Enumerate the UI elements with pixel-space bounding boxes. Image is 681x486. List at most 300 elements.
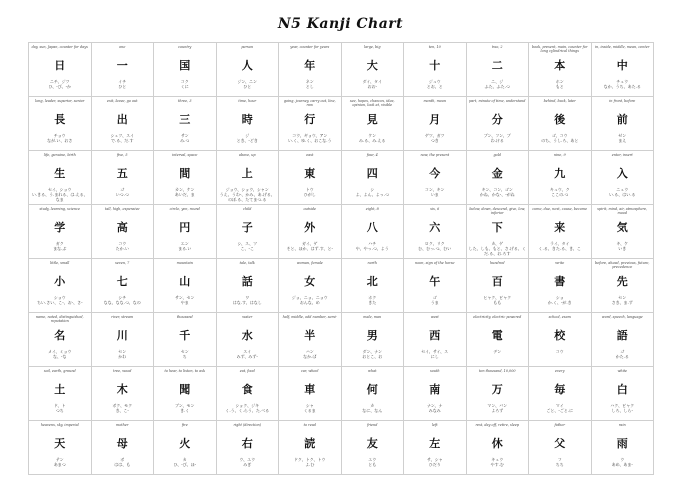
kanji-character: 三 <box>179 113 191 126</box>
kanji-cell <box>404 421 467 475</box>
kanji-character: 外 <box>304 221 316 234</box>
on-reading: コウ <box>555 349 564 354</box>
kanji-cell <box>217 313 280 367</box>
kanji-meaning: now, the present <box>420 153 450 157</box>
kun-reading: いつ.つ <box>115 192 129 197</box>
kanji-meaning: white <box>617 369 628 373</box>
kanji-cell <box>29 151 92 205</box>
kanji-meaning: above, up <box>238 153 256 157</box>
kanji-character: 読 <box>304 437 316 450</box>
kanji-meaning: time, hour <box>238 99 257 103</box>
on-reading: ボク、モク <box>112 403 133 408</box>
kanji-character: 右 <box>241 437 253 450</box>
kanji-cell <box>342 367 405 421</box>
kun-reading: み.つ <box>180 138 190 143</box>
on-reading: ゴ <box>620 349 625 354</box>
kanji-meaning: long, leader, superior, senior <box>35 99 85 103</box>
kanji-meaning: heavens, sky, imperial <box>40 423 79 427</box>
kanji-meaning: before, ahead, previous, future, precedence <box>595 261 650 269</box>
kun-reading: はな.す、はなし <box>232 300 262 305</box>
kun-reading: こ、-こ <box>240 246 254 251</box>
kanji-character: 八 <box>366 221 378 234</box>
kun-reading: とお、と <box>426 84 443 89</box>
on-reading: シュツ、スイ <box>110 133 135 138</box>
kanji-meaning: noon, sign of the horse <box>415 261 455 265</box>
kanji-character: 左 <box>429 437 441 450</box>
kun-reading: やす.む <box>490 462 504 467</box>
on-reading: トウ <box>305 187 314 192</box>
kanji-character: 何 <box>366 383 378 396</box>
kanji-cell <box>404 151 467 205</box>
kanji-meaning: large, big <box>364 45 381 49</box>
kun-reading: ち <box>182 354 187 359</box>
kanji-cell <box>529 313 592 367</box>
kun-reading: おんな、め <box>299 300 320 305</box>
kanji-meaning: car, wheel <box>301 369 319 373</box>
kanji-character: 土 <box>54 383 66 396</box>
kun-reading: しろ、しら- <box>611 408 633 413</box>
kanji-character: 一 <box>116 59 128 72</box>
on-reading: ガク <box>55 241 64 246</box>
on-reading: セン <box>180 349 189 354</box>
kanji-cell <box>592 259 655 313</box>
kanji-meaning: outside <box>303 207 317 211</box>
chart-title: N5 Kanji Chart <box>277 16 404 32</box>
kanji-cell <box>29 205 92 259</box>
on-reading: ダイ、タイ <box>362 79 382 84</box>
kanji-cell <box>154 367 217 421</box>
kun-reading: わ.ける <box>490 138 504 143</box>
kanji-cell <box>29 97 92 151</box>
kun-reading: とし <box>305 84 314 89</box>
kun-reading: ひがし <box>303 192 316 197</box>
kanji-meaning: study, learning, science <box>39 207 80 211</box>
on-reading: ニュウ <box>616 187 629 192</box>
kanji-cell <box>467 259 530 313</box>
on-reading: サ、シャ <box>426 457 443 462</box>
kanji-cell <box>154 313 217 367</box>
kanji-character: 北 <box>366 275 378 288</box>
kanji-character: 男 <box>366 329 378 342</box>
on-reading: カ <box>370 403 375 408</box>
kanji-character: 半 <box>304 329 316 342</box>
kun-reading: くるま <box>303 408 316 413</box>
kun-reading: たか.い <box>115 246 129 251</box>
kanji-cell <box>529 367 592 421</box>
on-reading: コウ、ギョウ、アン <box>292 133 328 138</box>
kanji-meaning: year, counter for years <box>290 45 330 49</box>
kanji-meaning: male, man <box>363 315 382 319</box>
kanji-cell <box>217 151 280 205</box>
on-reading: ハチ <box>368 241 377 246</box>
kanji-meaning: mother <box>116 423 129 427</box>
on-reading: ジ <box>245 133 250 138</box>
on-reading: ブン、フン、ブ <box>483 133 511 138</box>
kanji-meaning: woman, female <box>296 261 323 265</box>
on-reading: コク <box>180 79 189 84</box>
kun-reading: ひと <box>118 84 127 89</box>
on-reading: ハン <box>305 349 314 354</box>
kanji-meaning: south <box>430 369 440 373</box>
kanji-cell <box>467 313 530 367</box>
kun-reading: ふた、ふた.つ <box>484 84 510 89</box>
kanji-cell <box>342 43 405 97</box>
kun-reading: みず、みず- <box>236 354 258 359</box>
kanji-character: 十 <box>429 59 441 72</box>
kanji-cell <box>92 97 155 151</box>
kun-reading: おとこ、お <box>362 354 383 359</box>
kanji-character: 南 <box>429 383 441 396</box>
on-reading: ショ <box>555 295 564 300</box>
on-reading: ニチ、ジツ <box>49 79 70 84</box>
kanji-cell <box>529 421 592 475</box>
kanji-meaning: month, moon <box>423 99 447 103</box>
kun-reading: ひだり <box>428 462 441 467</box>
kanji-character: 小 <box>54 275 66 288</box>
kanji-character: 行 <box>304 113 316 126</box>
on-reading: ショウ <box>53 295 66 300</box>
kun-reading: ごと、-ごと.に <box>546 408 574 413</box>
kanji-character: 休 <box>491 437 503 450</box>
kun-reading: よろず <box>491 408 504 413</box>
kanji-cell <box>92 313 155 367</box>
kanji-character: 中 <box>616 59 628 72</box>
on-reading: ウ <box>620 457 625 462</box>
kanji-character: 分 <box>491 113 503 126</box>
kanji-character: 下 <box>491 221 503 234</box>
kanji-meaning: name, noted, distinguished, reputation <box>35 315 84 323</box>
kanji-character: 月 <box>429 113 441 126</box>
on-reading: ハク、ビャク <box>610 403 635 408</box>
kanji-character: 火 <box>179 437 191 450</box>
kanji-meaning: tree, wood <box>113 369 132 373</box>
on-reading: キン、コン、ゴン <box>481 187 513 192</box>
kun-reading: き、こ- <box>115 408 129 413</box>
on-reading: チョウ <box>53 133 66 138</box>
kun-reading: い.きる、う.まれる、は.える、なま <box>31 192 88 202</box>
on-reading: ホク <box>368 295 377 300</box>
kanji-meaning: rain <box>618 423 626 427</box>
on-reading: ショク、ジキ <box>235 403 260 408</box>
kun-reading: ひ、-び、-か <box>48 84 72 89</box>
kun-reading: いま <box>430 192 439 197</box>
kun-reading: かわ <box>118 354 127 359</box>
kun-reading: もも <box>493 300 502 305</box>
kanji-character: 今 <box>429 167 441 180</box>
kanji-character: 上 <box>241 167 253 180</box>
kanji-cell <box>279 421 342 475</box>
on-reading: ゼン <box>618 133 627 138</box>
on-reading: ロク、リク <box>424 241 445 246</box>
kanji-cell <box>154 421 217 475</box>
kanji-cell <box>217 205 280 259</box>
kun-reading: い.る、はい.る <box>608 192 636 197</box>
kanji-meaning: going, journey, carry out, line, row <box>283 99 336 107</box>
kanji-meaning: rest, day off, retire, sleep <box>475 423 520 427</box>
kun-reading: のち、うし.ろ、あと <box>541 138 579 143</box>
kanji-character: 百 <box>491 275 503 288</box>
on-reading: コン、キン <box>424 187 445 192</box>
kanji-character: 本 <box>554 59 566 72</box>
kanji-character: 先 <box>616 275 628 288</box>
kanji-cell <box>592 151 655 205</box>
on-reading: スイ <box>243 349 252 354</box>
kanji-character: 名 <box>54 329 66 342</box>
kanji-character: 七 <box>116 275 128 288</box>
on-reading: ダン、ナン <box>362 349 382 354</box>
kanji-cell <box>529 151 592 205</box>
kanji-character: 話 <box>241 275 253 288</box>
on-reading: カン、ケン <box>175 187 195 192</box>
kanji-character: 毎 <box>554 383 566 396</box>
kanji-meaning: tall, high, expensive <box>105 207 140 211</box>
kanji-meaning: what <box>368 369 377 373</box>
kanji-character: 六 <box>429 221 441 234</box>
kanji-cell <box>342 205 405 259</box>
kanji-meaning: mountain <box>176 261 193 265</box>
kun-reading: うえ、うわ-、かみ、あ.げる、のぼ.る、たてまつ.る <box>219 192 275 202</box>
kanji-meaning: west <box>430 315 439 319</box>
kanji-character: 語 <box>616 329 628 342</box>
kanji-grid <box>28 42 654 475</box>
kun-reading: はは、も <box>114 462 131 467</box>
on-reading: マイ <box>555 403 564 408</box>
kanji-cell <box>279 43 342 97</box>
kun-reading: とも <box>368 462 377 467</box>
kun-reading: なな、なな.つ、なの <box>103 300 141 305</box>
kanji-meaning: exit, leave, go out <box>106 99 138 103</box>
kun-reading: いき <box>618 246 627 251</box>
kanji-meaning: three, 3 <box>178 99 192 103</box>
kanji-character: 父 <box>554 437 566 450</box>
kanji-character: 川 <box>116 329 128 342</box>
on-reading: キュウ <box>491 457 504 462</box>
kanji-cell <box>592 421 655 475</box>
on-reading: ゲツ、ガツ <box>424 133 445 138</box>
kanji-meaning: school, exam <box>548 315 571 319</box>
kanji-meaning: friend <box>367 423 378 427</box>
kanji-meaning: enter, insert <box>611 153 633 157</box>
kanji-cell <box>404 43 467 97</box>
kanji-character: 車 <box>304 383 316 396</box>
kun-reading: みなみ <box>428 408 441 413</box>
kun-reading: あいだ、ま <box>174 192 195 197</box>
kun-reading: よ.む <box>305 462 315 467</box>
kanji-cell <box>529 97 592 151</box>
kanji-character: 前 <box>616 113 628 126</box>
kanji-character: 高 <box>116 221 128 234</box>
kanji-character: 時 <box>241 113 253 126</box>
kun-reading: なか、うち、あた.る <box>603 84 641 89</box>
kanji-cell <box>467 421 530 475</box>
kanji-meaning: five, 5 <box>117 153 128 157</box>
kanji-character: 間 <box>179 167 191 180</box>
on-reading: ジン、ニン <box>237 79 258 84</box>
kun-reading: つち <box>55 408 64 413</box>
kanji-meaning: word, speech, language <box>601 315 643 319</box>
kanji-cell <box>217 367 280 421</box>
kanji-character: 国 <box>179 59 191 72</box>
kun-reading: した、しも、もと、さ.げる、くだ.る、お.ろす <box>468 246 526 256</box>
kanji-cell <box>217 259 280 313</box>
kanji-cell <box>92 259 155 313</box>
kanji-character: 見 <box>366 113 378 126</box>
kanji-cell <box>342 259 405 313</box>
kun-reading: とき、-どき <box>236 138 258 143</box>
kun-reading: ちち <box>555 462 564 467</box>
kanji-cell <box>217 421 280 475</box>
kanji-cell <box>404 205 467 259</box>
kanji-meaning: tale, talk <box>239 261 255 265</box>
kanji-cell <box>29 43 92 97</box>
kanji-meaning: person <box>241 45 254 49</box>
kanji-meaning: come, due, next, cause, become <box>532 207 588 211</box>
kanji-character: 木 <box>116 383 128 396</box>
on-reading: キュウ、ク <box>549 187 570 192</box>
kanji-cell <box>592 205 655 259</box>
kun-reading: つき <box>430 138 439 143</box>
kanji-meaning: soil, earth, ground <box>43 369 76 373</box>
kanji-character: 来 <box>554 221 566 234</box>
kun-reading: な、-な <box>53 354 67 359</box>
kanji-meaning: ten, 10 <box>428 45 441 49</box>
kanji-cell <box>279 313 342 367</box>
kun-reading: ここの.つ <box>551 192 569 197</box>
kanji-meaning: child <box>243 207 252 211</box>
on-reading: セン <box>618 295 627 300</box>
kun-reading: うま <box>430 300 439 305</box>
on-reading: ユウ <box>368 457 377 462</box>
kanji-cell <box>154 43 217 97</box>
kanji-cell <box>279 151 342 205</box>
kun-reading: なか.ば <box>303 354 317 359</box>
kanji-cell <box>279 97 342 151</box>
on-reading: ゴ、コウ <box>551 133 568 138</box>
kanji-character: 白 <box>616 383 628 396</box>
kanji-meaning: circle, yen, round <box>169 207 200 211</box>
on-reading: キ、ケ <box>616 241 629 246</box>
on-reading: シチ <box>118 295 127 300</box>
on-reading: フ <box>557 457 562 462</box>
kanji-meaning: life, genuine, birth <box>43 153 76 157</box>
kanji-meaning: gold <box>493 153 501 157</box>
on-reading: ドク、トク、トウ <box>293 457 326 462</box>
kanji-cell <box>217 97 280 151</box>
kun-reading: なに、なん <box>362 408 383 413</box>
kanji-meaning: eight, 8 <box>365 207 379 211</box>
kanji-meaning: left <box>431 423 438 427</box>
kanji-character: 子 <box>241 221 253 234</box>
kanji-character: 友 <box>366 437 378 450</box>
kanji-cell <box>154 97 217 151</box>
kanji-cell <box>279 259 342 313</box>
kanji-meaning: day, sun, Japan, counter for days <box>31 45 88 49</box>
on-reading: サン <box>180 133 189 138</box>
kanji-character: 東 <box>304 167 316 180</box>
kanji-cell <box>467 151 530 205</box>
kanji-meaning: father <box>554 423 565 427</box>
kanji-cell <box>92 151 155 205</box>
kun-reading: さき、ま.ず <box>611 300 633 305</box>
kun-reading: で.る、だ.す <box>110 138 134 143</box>
kanji-cell <box>29 367 92 421</box>
kanji-cell <box>467 97 530 151</box>
kun-reading: なが.い、おさ <box>47 138 73 143</box>
kun-reading: まな.ぶ <box>53 246 67 251</box>
kanji-meaning: interval, space <box>172 153 198 157</box>
on-reading: ウ、ユウ <box>239 457 256 462</box>
kanji-meaning: part, minute of time, understand <box>469 99 526 103</box>
kanji-meaning: fire <box>181 423 188 427</box>
kun-reading: や、やっ.つ、よう <box>355 246 389 251</box>
kanji-cell <box>342 313 405 367</box>
kanji-meaning: half, middle, odd number, semi- <box>282 315 337 319</box>
on-reading: マン、バン <box>487 403 508 408</box>
kun-reading: み.る、み.える <box>358 138 386 143</box>
kanji-cell <box>404 313 467 367</box>
kanji-cell <box>529 43 592 97</box>
kun-reading: ひと <box>243 84 252 89</box>
kanji-cell <box>154 205 217 259</box>
kanji-cell <box>467 205 530 259</box>
kun-reading: く.る、きた.る、き、こ <box>538 246 581 251</box>
on-reading: ガイ、ゲ <box>301 241 318 246</box>
on-reading: ワ <box>245 295 250 300</box>
on-reading: ボ <box>120 457 125 462</box>
kanji-cell <box>404 259 467 313</box>
on-reading: ド、ト <box>53 403 66 408</box>
kun-reading: か.く、-が.き <box>547 300 572 305</box>
kanji-character: 女 <box>304 275 316 288</box>
on-reading: ライ、タイ <box>550 241 570 246</box>
kanji-meaning: river, stream <box>111 315 134 319</box>
kun-reading: もと <box>555 84 564 89</box>
kanji-character: 午 <box>429 275 441 288</box>
on-reading: セイ、サイ、ス <box>421 349 449 354</box>
kanji-meaning: see, hopes, chances, idea, opinion, look at, visible <box>349 99 395 107</box>
kanji-meaning: to hear, to listen, to ask <box>164 369 205 373</box>
kun-reading: あめ、あま- <box>611 462 633 467</box>
kanji-cell <box>154 151 217 205</box>
on-reading: サン、セン <box>175 295 195 300</box>
kanji-meaning: four, 4 <box>366 153 378 157</box>
kun-reading: む、むっ.つ、むい <box>418 246 452 251</box>
kanji-cell <box>92 205 155 259</box>
kanji-meaning: behind, back, later <box>543 99 576 103</box>
kun-reading: みぎ <box>243 462 252 467</box>
on-reading: ホン <box>555 79 564 84</box>
on-reading: ナン、ナ <box>427 403 443 408</box>
kun-reading: にし <box>430 354 439 359</box>
kanji-meaning: water <box>242 315 253 319</box>
kanji-meaning: six, 6 <box>430 207 440 211</box>
kanji-cell <box>92 421 155 475</box>
kun-reading: おお- <box>367 84 377 89</box>
kun-reading: い.く、ゆ.く、おこな.う <box>287 138 332 143</box>
on-reading: ネン <box>305 79 314 84</box>
kanji-cell <box>529 259 592 313</box>
kanji-meaning: book, present, main, counter for long cylindrical things <box>531 45 588 53</box>
on-reading: テン <box>55 457 64 462</box>
kanji-character: 聞 <box>179 383 191 396</box>
kanji-meaning: right (direction) <box>233 423 262 427</box>
kanji-character: 食 <box>241 383 253 396</box>
on-reading: カ、ゲ <box>491 241 504 246</box>
kanji-cell <box>154 259 217 313</box>
kanji-character: 人 <box>241 59 253 72</box>
on-reading: コウ <box>118 241 127 246</box>
kanji-cell <box>217 43 280 97</box>
